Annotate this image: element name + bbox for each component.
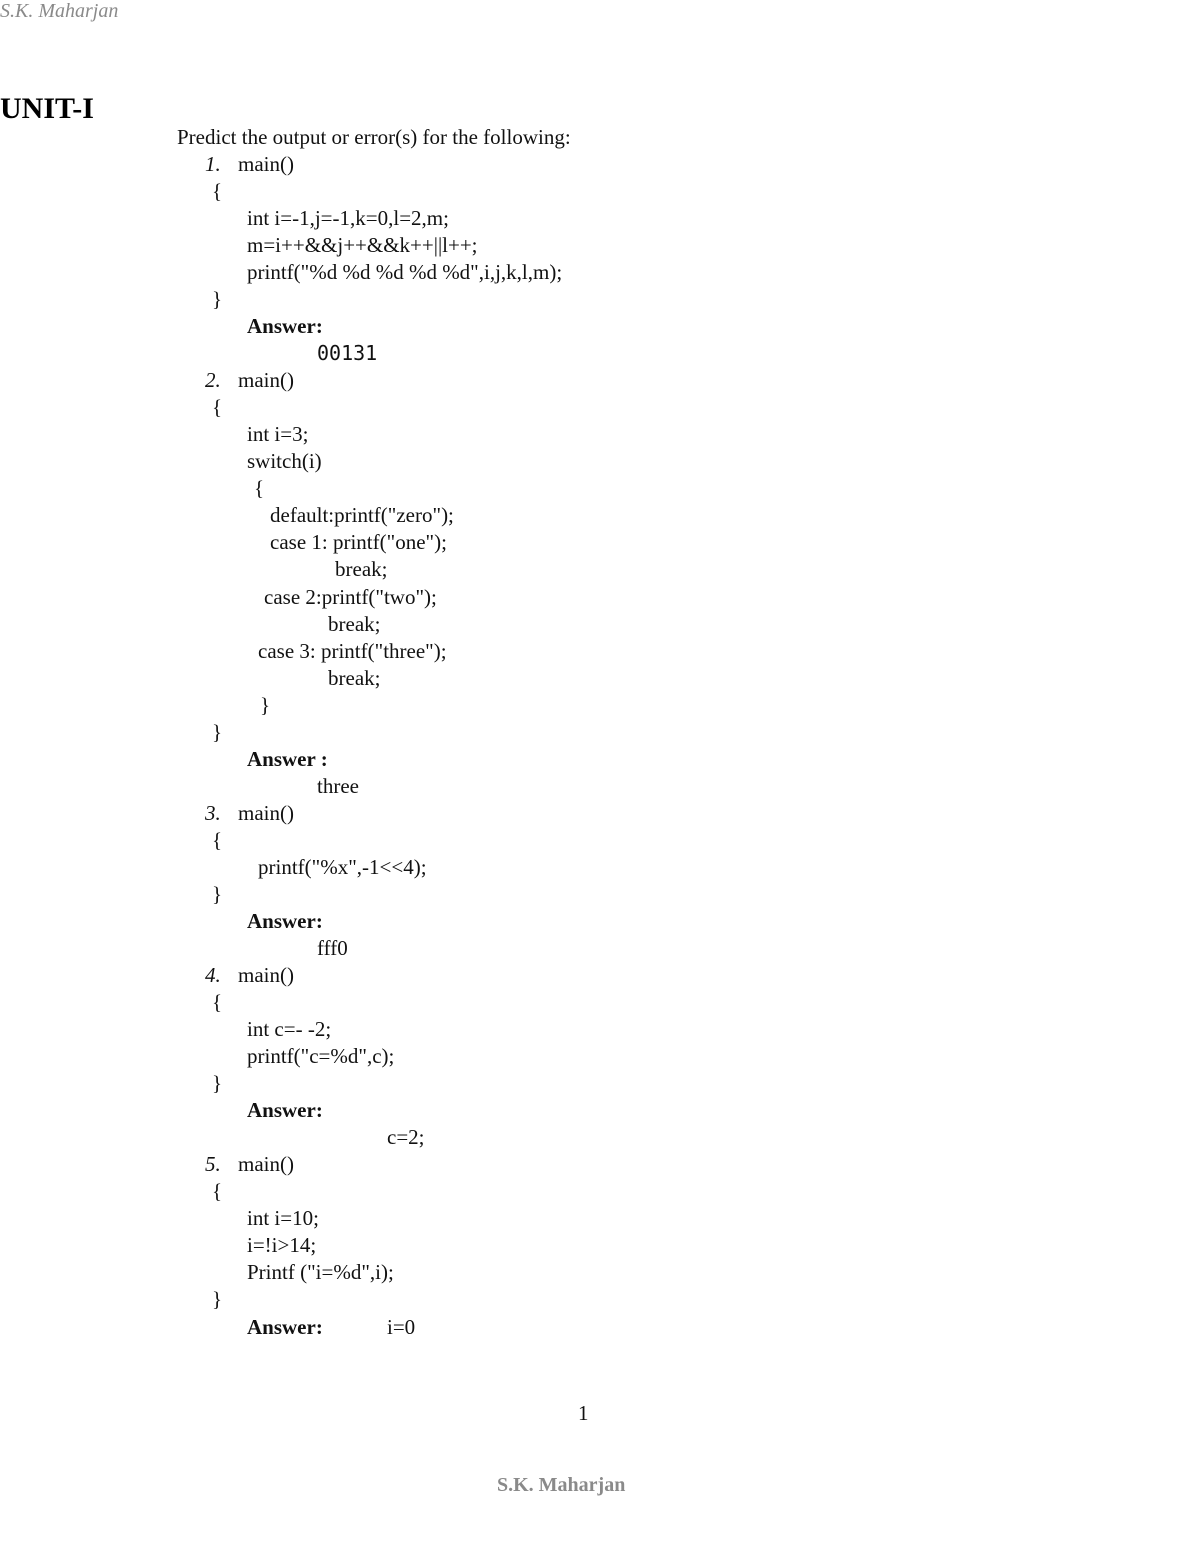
question-number: 3.: [205, 801, 221, 825]
answer-label: Answer:: [247, 909, 323, 933]
code-line: }: [212, 720, 223, 744]
code-line: int i=-1,j=-1,k=0,l=2,m;: [247, 206, 449, 230]
code-line: case 2:printf("two");: [264, 585, 437, 609]
code-line: {: [212, 1179, 223, 1203]
page-number: 1: [578, 1401, 589, 1425]
code-line: {: [212, 990, 223, 1014]
answer-value: c=2;: [387, 1125, 425, 1149]
code-line: {: [212, 179, 223, 203]
code-line: {: [254, 476, 265, 500]
question-number: 1.: [205, 152, 221, 176]
question-number: 5.: [205, 1152, 221, 1176]
code-line: main(): [238, 1152, 294, 1176]
instructions: Predict the output or error(s) for the following:: [177, 125, 571, 149]
code-line: main(): [238, 801, 294, 825]
question-number: 2.: [205, 368, 221, 392]
code-line: break;: [335, 557, 388, 581]
code-line: }: [260, 693, 271, 717]
code-line: main(): [238, 368, 294, 392]
code-line: }: [212, 882, 223, 906]
code-line: break;: [328, 666, 381, 690]
code-line: switch(i): [247, 449, 322, 473]
code-line: main(): [238, 963, 294, 987]
code-line: m=i++&&j++&&k++||l++;: [247, 233, 478, 257]
answer-label: Answer:: [247, 1098, 323, 1122]
code-line: }: [212, 1287, 223, 1311]
answer-label: Answer:: [247, 1315, 323, 1339]
answer-value: fff0: [317, 936, 348, 960]
answer-label: Answer:: [247, 314, 323, 338]
code-line: default:printf("zero");: [270, 503, 454, 527]
code-line: break;: [328, 612, 381, 636]
code-line: i=!i>14;: [247, 1233, 317, 1257]
code-line: Printf ("i=%d",i);: [247, 1260, 394, 1284]
question-number: 4.: [205, 963, 221, 987]
code-line: main(): [238, 152, 294, 176]
code-line: case 3: printf("three");: [258, 639, 447, 663]
page-header-author: S.K. Maharjan: [0, 0, 119, 22]
answer-value: 00131: [317, 341, 378, 365]
code-line: printf("%d %d %d %d %d",i,j,k,l,m);: [247, 260, 563, 284]
answer-label: Answer :: [247, 747, 328, 771]
answer-value: i=0: [387, 1315, 416, 1339]
code-line: int i=10;: [247, 1206, 319, 1230]
code-line: int i=3;: [247, 422, 309, 446]
code-line: printf("%x",-1<<4);: [258, 855, 427, 879]
code-line: {: [212, 395, 223, 419]
code-line: int c=- -2;: [247, 1017, 332, 1041]
code-line: }: [212, 1071, 223, 1095]
answer-value: three: [317, 774, 359, 798]
unit-title: UNIT-I: [0, 92, 94, 125]
code-line: }: [212, 287, 223, 311]
page-footer-author: S.K. Maharjan: [497, 1474, 626, 1496]
code-line: case 1: printf("one");: [270, 530, 447, 554]
code-line: printf("c=%d",c);: [247, 1044, 395, 1068]
code-line: {: [212, 828, 223, 852]
